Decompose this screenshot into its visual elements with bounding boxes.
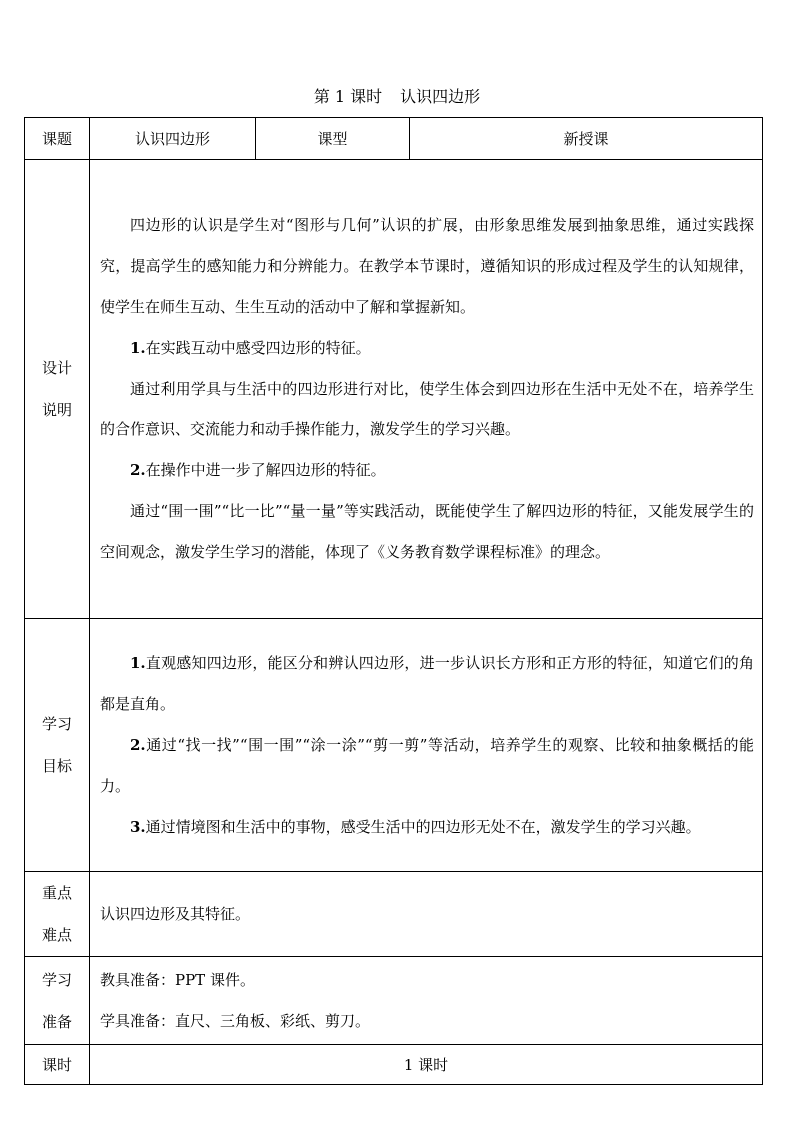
goal-3: 3.通过情境图和生活中的事物，感受生活中的四边形无处不在，激发学生的学习兴趣。 <box>130 817 701 836</box>
design-point-2-title: 2.在操作中进一步了解四边形的特征。 <box>130 461 386 480</box>
prep-teacher: 教具准备：PPT 课件。 <box>100 970 255 989</box>
prep-row <box>25 957 763 1045</box>
design-label: 设计 说明 <box>25 160 90 619</box>
type-value: 新授课 <box>410 118 763 160</box>
prep-student: 学具准备：直尺、三角板、彩纸、剪刀。 <box>100 1011 371 1030</box>
prep-label: 学习 准备 <box>25 957 90 1045</box>
period-row <box>25 1045 763 1085</box>
lesson-plan-table <box>24 117 763 1085</box>
page-title <box>0 84 794 110</box>
period-label: 课时 <box>25 1045 90 1085</box>
design-intro: 四边形的认识是学生对“图形与几何”认识的扩展，由形象思维发展到抽象思维，通过实践探究，提高学生的感知能力和分辨能力。在教学本节课时，遵循知识的形成过程及学生的认知规律，使学生在师生互动、生生互动的活动中了解和掌握新知。 <box>100 216 754 316</box>
design-point-1-text: 通过利用学具与生活中的四边形进行对比，使学生体会到四边形在生活中无处不在，培养学生的合作意识、交流能力和动手操作能力，激发学生的学习兴趣。 <box>100 379 754 439</box>
goals-row <box>25 619 763 872</box>
topic-value: 认识四边形 <box>90 118 256 160</box>
keypoints-content <box>90 872 763 957</box>
keypoints-label: 重点 难点 <box>25 872 90 957</box>
design-point-2-text: 通过“围一围”“比一比”“量一量”等实践活动，既能使学生了解四边形的特征，又能发展学生的空间观念，激发学生学习的潜能，体现了《义务教育数学课程标准》的理念。 <box>100 501 754 561</box>
lesson-topic: 认识四边形 <box>400 87 481 106</box>
type-label: 课型 <box>256 118 410 160</box>
keypoints-row <box>25 872 763 957</box>
topic-label: 课题 <box>25 118 90 160</box>
design-point-1-title: 1.在实践互动中感受四边形的特征。 <box>130 338 371 357</box>
goals-content <box>90 619 763 872</box>
design-content <box>90 160 763 619</box>
design-row <box>25 160 763 619</box>
keypoints-text: 认识四边形及其特征。 <box>100 904 251 923</box>
topic-row <box>25 118 763 160</box>
prep-content <box>90 957 763 1045</box>
period-value: 1 课时 <box>90 1045 763 1085</box>
goals-label: 学习 目标 <box>25 619 90 872</box>
goal-2: 2.通过“找一找”“围一围”“涂一涂”“剪一剪”等活动，培养学生的观察、比较和抽象概括的能力。 <box>100 735 754 795</box>
goal-1: 1.直观感知四边形，能区分和辨认四边形，进一步认识长方形和正方形的特征，知道它们的角都是直角。 <box>100 653 754 713</box>
lesson-number: 第 1 课时 <box>313 87 383 106</box>
